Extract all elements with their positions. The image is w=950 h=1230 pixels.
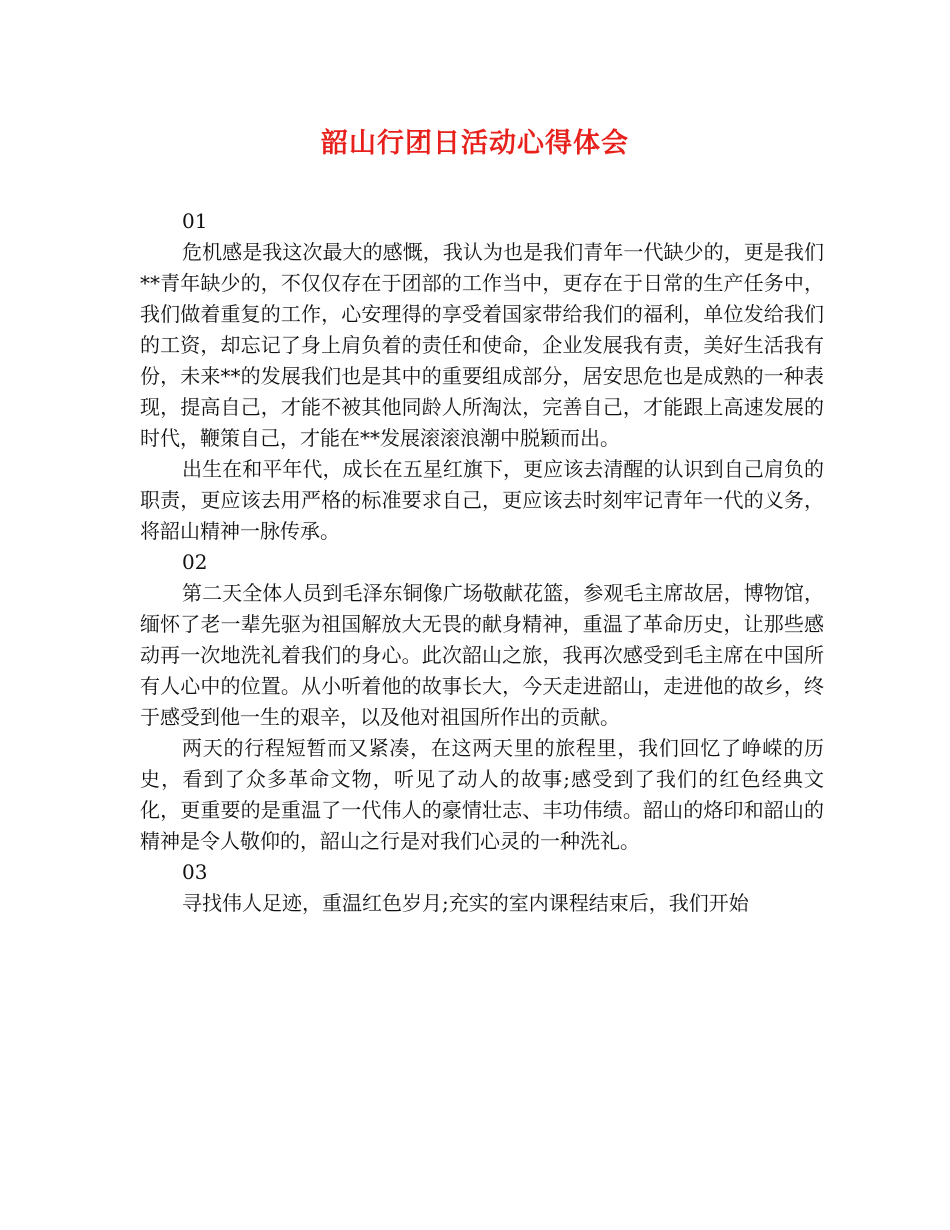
document-title: 韶山行团日活动心得体会 [321, 128, 629, 159]
paragraph: 危机感是我这次最大的感慨，我认为也是我们青年一代缺少的，更是我们**青年缺少的，不仅仅存在于团部的工作当中，更存在于日常的生产任务中，我们做着重复的工作，心安理得的享受着国家带给我们的福利，单位发给我们的工资，却忘记了身上肩负着的责任和使命，企业发展我有责，美好生活我有份，未来**的发展我们也是其中的重要组成部分，居安思危也是成熟的一种表现，提高自己，才能不被其他同龄人所淘汰，完善自己，才能跟上高速发展的时代，鞭策自己，才能在**发展滚滚浪潮中脱颖而出。 [140, 240, 824, 450]
paragraph: 两天的行程短暂而又紧凑，在这两天里的旅程里，我们回忆了峥嵘的历史，看到了众多革命文物，听见了动人的故事;感受到了我们的红色经典文化，更重要的是重温了一代伟人的豪情壮志、丰功伟绩。韶山的烙印和韶山的精神是令人敬仰的，韶山之行是对我们心灵的一种洗礼。 [140, 736, 824, 853]
document-body [140, 206, 824, 919]
paragraph: 出生在和平年代，成长在五星红旗下，更应该去清醒的认识到自己肩负的职责，更应该去用严格的标准要求自己，更应该去时刻牢记青年一代的义务，将韶山精神一脉传承。 [140, 457, 824, 543]
section-number: 03 [182, 860, 208, 884]
paragraph: 第二天全体人员到毛泽东铜像广场敬献花篮，参观毛主席故居，博物馆，缅怀了老一辈先驱为祖国解放大无畏的献身精神，重温了革命历史，让那些感动再一次地洗礼着我们的身心。此次韶山之旅，我再次感受到毛主席在中国所有人心中的位置。从小听着他的故事长大，今天走进韶山，走进他的故乡，终于感受到他一生的艰辛，以及他对祖国所作出的贡献。 [140, 581, 824, 729]
paragraph: 寻找伟人足迹，重温红色岁月;充实的室内课程结束后，我们开始 [182, 891, 749, 915]
section-number: 02 [182, 550, 208, 574]
section-number: 01 [182, 209, 208, 233]
